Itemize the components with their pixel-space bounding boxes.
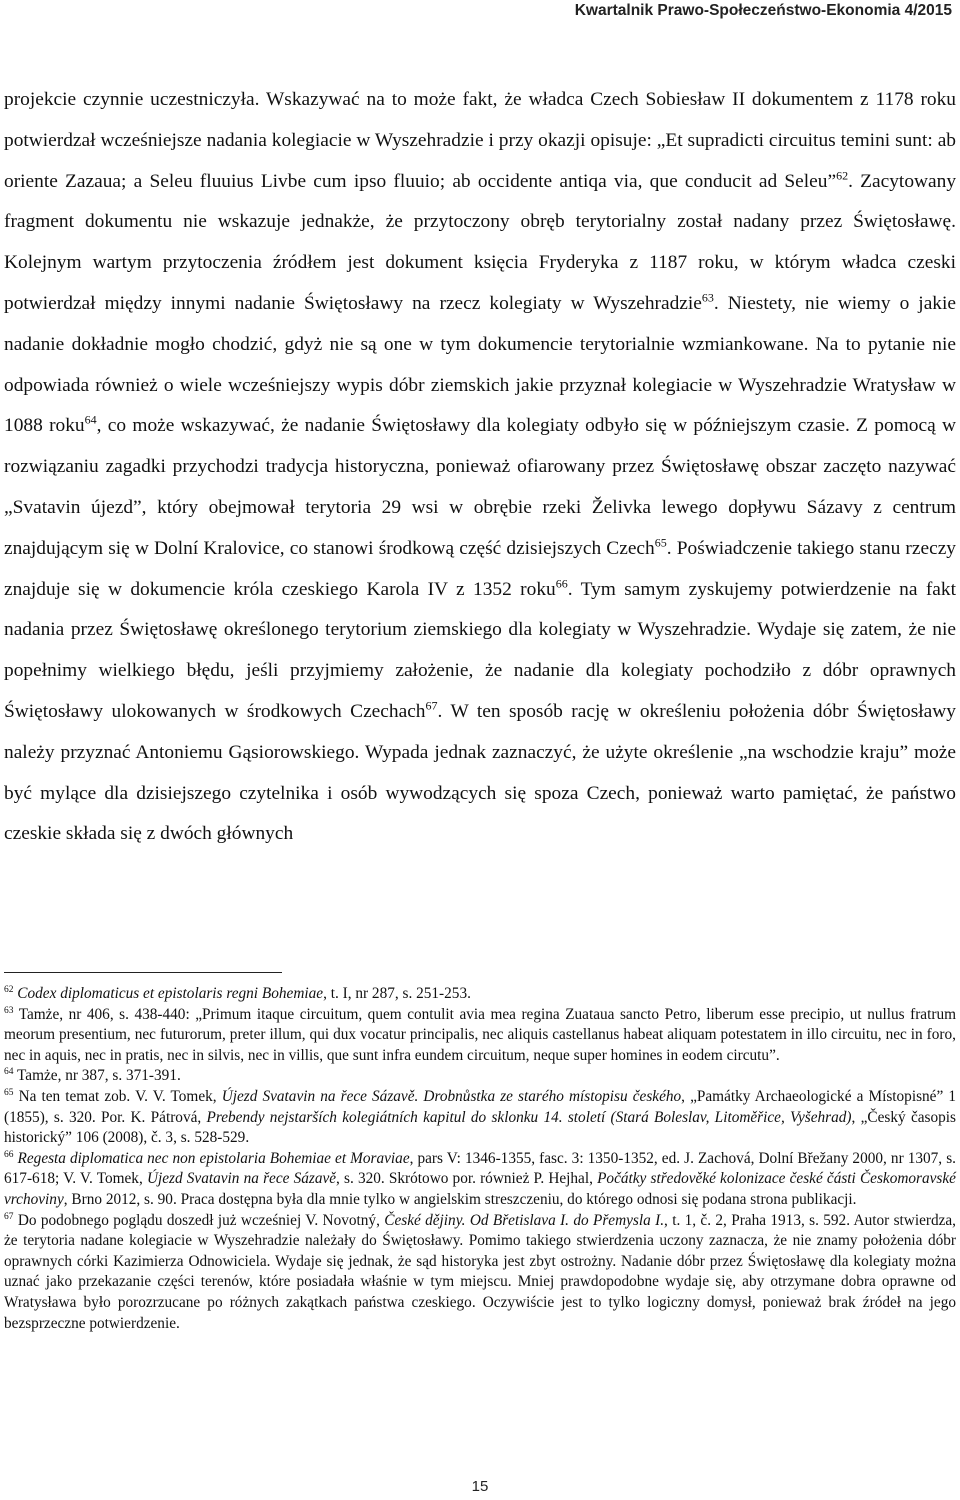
footnote-text: , t. 1, č. 2, Praha 1913, s. 592. Autor stwierdza, że terytoria nadane kolegiacie w Wyszehradzie należały do Świętosławy. Pomimo takiego stwierdzenia uczony zaznacza, że nie znamy położenia dóbr oprawnych córki Kazimierza Odnowiciela. Wydaje się jednak, że sąd historyka jest zbyt ostrożny. Nadanie dóbr przez Świętosławę dla kolegiaty można uznać jako przekazanie części terenów, które posiadała właśnie w tym miejscu. Mniej prawdopodobne wydaje się, aby otrzymane dobra oprawne od Wratysława było porozrzucane po różnych zakątkach państwa czeskiego. Oczywiście jest to tylko logiczny domysł, ponieważ brak źródeł na jego bezsprzeczne potwierdzenie. <box>4 1211 957 1332</box>
footnote-62 <box>4 984 956 1005</box>
journal-header: Kwartalnik Prawo-Społeczeństwo-Ekonomia 4/2015 <box>574 2 952 19</box>
cited-title: Újezd Svatavin na řece Sázavě <box>146 1170 337 1188</box>
footnote-ref: 66 <box>555 576 568 591</box>
footnote-text: Tamże, nr 387, s. 371-391. <box>17 1067 181 1085</box>
body-text-segment: . Zacytowany fragment dokumentu nie wskazuje jednakże, że przytoczony obręb terytorialny został nadany przez Świętosławę. Kolejnym wartym przytoczenia źródłem jest dokument księcia Fryderyka z 1187 roku, w którym władca czeski potwierdzał między innymi nadanie Świętosławy na rzecz kolegiaty w Wyszehradzie <box>4 170 957 314</box>
footnote-ref: 63 <box>701 290 714 305</box>
footnote-ref: 65 <box>654 535 667 550</box>
footnote-ref: 67 <box>425 698 438 713</box>
footnote-63 <box>4 1005 956 1067</box>
body-text-segment: . Poświadczenie takiego stanu rzeczy znajduje się w dokumencie króla czeskiego Karola IV z 1352 roku <box>4 537 956 600</box>
footnote-65 <box>4 1087 956 1149</box>
body-text-segment: projekcie czynnie uczestniczyła. Wskazywać na to może fakt, że władca Czech Sobiesław II dokumentem z 1178 roku potwierdzał wcześniejsze nadania kolegiacie w Wyszehradzie i przy okazji opisuje: „Et supradicti circuitus temini sunt: ab oriente Zazaua; a Seleu fluuius Livbe cum ipso fluuio; ab occidente antiqa via, que conducit ad Seleu” <box>4 89 956 192</box>
footnote-text: , t. I, nr 287, s. 251-253. <box>323 985 471 1002</box>
footnote-number: 65 <box>4 1087 14 1098</box>
body-text-segment: . W ten sposób rację w określeniu położenia dóbr Świętosławy należy przyznać Antoniemu Gąsiorowskiego. Wypada jednak zaznaczyć, że użyte określenie „na wschodzie kraju” może być mylące dla dzisiejszego czytelnika i osób wywodzących się spoza Czech, ponieważ warto pamiętać, że państwo czeskie składa się z dwóch głównych <box>4 700 956 845</box>
footnote-64 <box>4 1066 956 1087</box>
footnote-text: , pars V: 1346-1355, fasc. 3: 1350-1352, ed. J. Zachová, Dolní Břežany 2000, nr 1307, s. 617-618; V. V. Tomek, <box>4 1149 956 1188</box>
footnote-ref: 64 <box>84 412 97 427</box>
main-text <box>4 80 956 855</box>
footnote-text: , s. 320. Skrótowo por. również P. Hejhal, <box>336 1170 598 1188</box>
footnote-text: , Brno 2012, s. 90. Praca dostępna była dla mnie tylko w angielskim streszczeniu, do którego odnosi się podana strona publikacji. <box>63 1190 857 1208</box>
footnote-number: 66 <box>4 1149 14 1160</box>
footnote-number: 63 <box>4 1005 14 1016</box>
footnote-number: 62 <box>4 984 14 995</box>
footnote-67 <box>4 1211 956 1335</box>
footnote-text: , „Český časopis historický” 106 (2008), č. 3, s. 528-529. <box>4 1108 956 1147</box>
cited-title: Regesta diplomatica nec non epistolaria Bohemiae et Moraviae <box>17 1149 410 1167</box>
footnote-text: Na ten temat zob. V. V. Tomek, <box>18 1087 222 1105</box>
cited-title: Codex diplomaticus et epistolaris regni Bohemiae <box>17 985 324 1002</box>
body-text-segment: . Tym samym zyskujemy potwierdzenie na fakt nadania przez Świętosławę określonego terytorium ziemskiego dla kolegiaty w Wyszehradzie. Wydaje się zatem, że nie popełnimy wielkiego błędu, jeśli przyjmiemy założenie, że nadanie dla kolegiaty pochodziło z dóbr oprawnych Świętosławy ulokowanych w środkowych Czechach <box>4 578 956 722</box>
cited-title: Prebendy nejstarších kolegiátních kapitul do sklonku 14. století (Stará Boleslav, Litoměřice, Vyšehrad) <box>206 1108 852 1126</box>
footnotes <box>4 984 956 1334</box>
footnote-separator <box>4 972 282 973</box>
footnote-text: Tamże, nr 406, s. 438-440: „Primum itaque circuitum, quem contulit avia mea regina Zuataua sancto Petro, liberum esse precipio, ut nullus fratrum meorum presentium, nec futurorum, preter illum, qui dux vocatur principalis, nec aliquis castellanus habeat aliquam potestatem in illo circuitu, nec in foro, nec in aquis, nec in pratis, nec in silvis, nec in villis, que sunt infra eundem circuitum, neque super homines in eodem circutu”. <box>4 1005 956 1064</box>
cited-title: České dějiny. Od Břetislava I. do Přemysla I. <box>384 1211 665 1229</box>
footnote-66 <box>4 1149 956 1211</box>
footnote-number: 67 <box>4 1211 14 1222</box>
footnote-text: Do podobnego poglądu doszedł już wcześniej V. Novotný, <box>17 1211 385 1229</box>
body-text-segment: , co może wskazywać, że nadanie Świętosławy dla kolegiaty odbyło się w późniejszym czasie. Z pomocą w rozwiązaniu zagadki przychodzi tradycja historyczna, ponieważ ofiarowany przez Świętosławę obszar zaczęto nazywać „Svatavin újezd”, który obejmował terytoria 29 wsi w obrębie rzeki Želivka lewego dopływu Sázavy z centrum znajdującym się w Dolní Kralovice, co stanowi środkową część dzisiejszych Czech <box>4 415 956 559</box>
footnote-ref: 62 <box>836 168 849 183</box>
body-text-segment: . Niestety, nie wiemy o jakie nadanie dokładnie mogło chodzić, gdyż nie są one w tym dokumencie terytorialnie wzmiankowane. Na to pytanie nie odpowiada również o wiele wcześniejszy wypis dóbr ziemskich jakie przyznał kolegiacie w Wyszehradzie Wratysław w 1088 roku <box>4 292 956 437</box>
page-number: 15 <box>471 1478 489 1495</box>
footnote-text: , „Památky Archaeologické a Místopisné” 1 (1855), s. 320. Por. K. Pátrová, <box>4 1087 956 1126</box>
cited-title: Počátky středověké kolonizace české části Českomoravské vrchoviny <box>4 1170 956 1208</box>
footnote-number: 64 <box>4 1067 14 1078</box>
cited-title: Újezd Svatavin na řece Sázavě. Drobnůstka ze starého místopisu českého <box>221 1087 682 1105</box>
